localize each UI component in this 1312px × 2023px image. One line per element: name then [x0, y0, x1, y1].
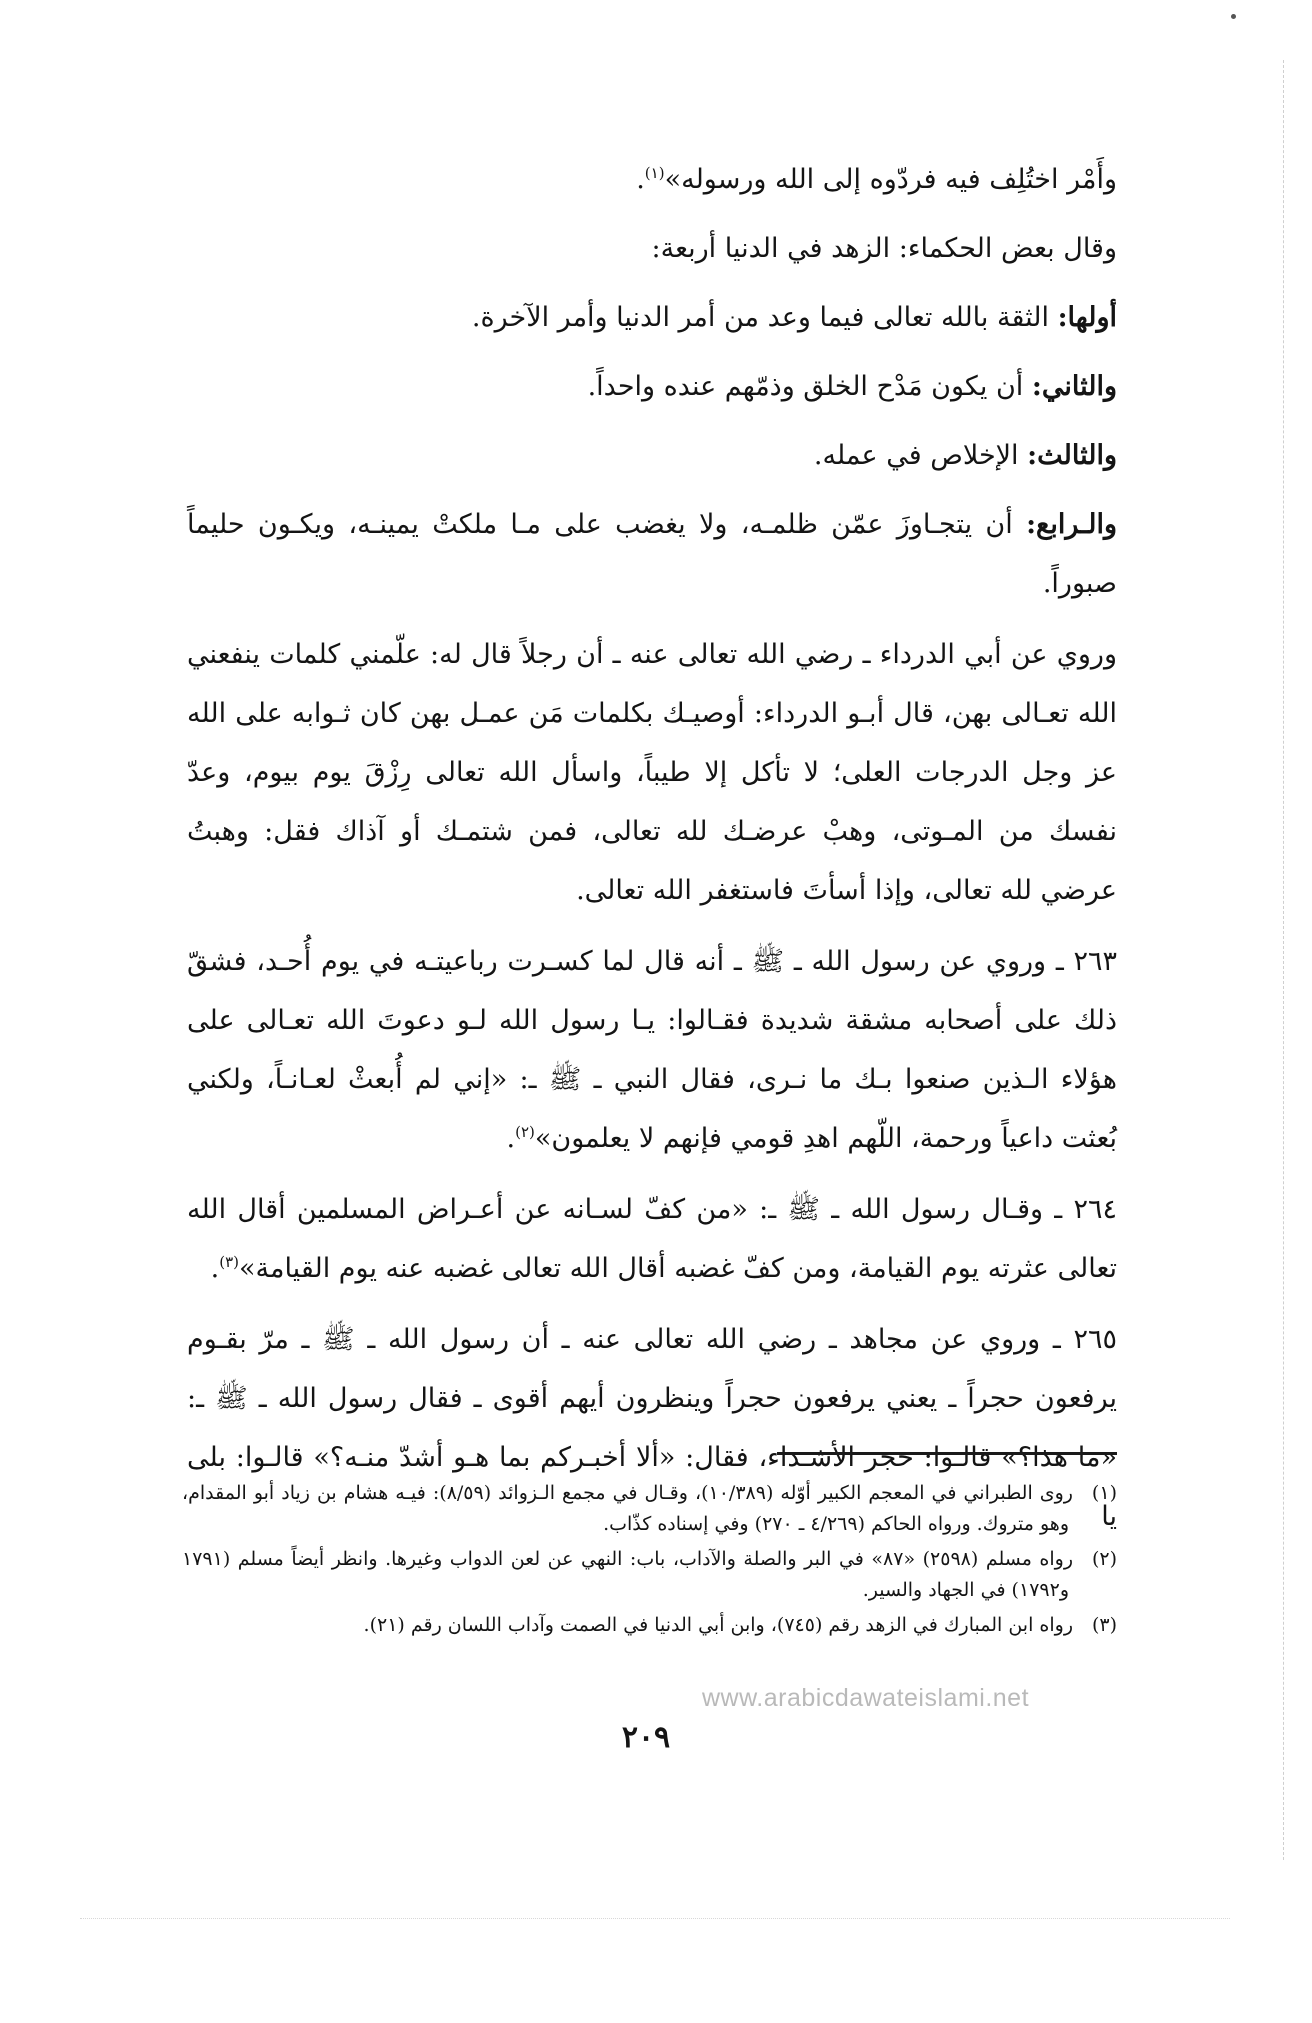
scan-bottom-edge [80, 1918, 1230, 1919]
footnote-ref-3: (٣) [219, 1253, 239, 1271]
paragraph-2: وقال بعض الحكماء: الزهد في الدنيا أربعة: [651, 233, 1117, 264]
footnotes [182, 1478, 1117, 1645]
main-text [187, 150, 1117, 1556]
page-number: ٢٠٩ [621, 1720, 671, 1755]
footnote-1 [182, 1478, 1117, 1540]
paragraph-9-hadith-264: ٢٦٤ ـ وقـال رسول الله ـ ﷺ ـ: «من كفّ لسـانه عن أعـراض المسلمين أقال الله تعالى عثرته يوم القيامة، ومن كفّ غضبه أقال الله تعالى غضبه عنه يوم القيامة»$^{(٣)}$. [187, 1194, 1117, 1284]
paragraph-5: والثالث: الإخلاص في عمله. [813, 440, 1117, 471]
paragraph-3-lead: أولها: [1057, 302, 1117, 333]
footnote-number: (٣) [1091, 1614, 1117, 1636]
footnote-3 [182, 1610, 1117, 1641]
footnote-2 [182, 1544, 1117, 1606]
footnote-text: رواه مسلم (٢٥٩٨) «٨٧» في البر والصلة والآداب، باب: النهي عن لعن الدواب وغيرها. وانظر أيضاً مسلم (١٧٩١ و١٧٩٢) في الجهاد والسير. [182, 1548, 1074, 1601]
footnote-ref-1: (١) [644, 164, 665, 182]
paragraph-6: والـرابع: أن يتجـاوزَ عمّن ظلمـه، ولا يغضب على مـا ملكتْ يمينـه، ويكـون حليماً صبوراً. [187, 509, 1117, 599]
footnote-number: (١) [1091, 1482, 1117, 1504]
footnote-text: رواه ابن المبارك في الزهد رقم (٧٤٥)، وابن أبي الدنيا في الصمت وآداب اللسان رقم (٢١). [363, 1614, 1073, 1636]
paragraph-3: أولها: الثقة بالله تعالى فيما وعد من أمر الدنيا وأمر الآخرة. [471, 302, 1117, 333]
paragraph-1: وأَمْر اختُلِف فيه فردّوه إلى الله ورسوله»$^{(١)}$. [636, 164, 1117, 195]
paragraph-4-lead: والثاني: [1031, 371, 1117, 402]
scan-edge-line [1283, 60, 1284, 1860]
paragraph-5-lead: والثالث: [1027, 440, 1117, 471]
footnote-text: روى الطبراني في المعجم الكبير أوّله (١٠/٣٨٩)، وقـال في مجمع الـزوائد (٨/٥٩): فيـه هشام بن زياد أبو المقدام، وهو متروك. ورواه الحاكم (٤/٢٦٩ ـ ٢٧٠) وفي إسناده كذّاب. [182, 1482, 1073, 1535]
footnote-separator [777, 1452, 1117, 1455]
footnote-number: (٢) [1091, 1548, 1118, 1570]
scan-speck [1231, 14, 1236, 19]
paragraph-6-lead: والـرابع: [1026, 509, 1117, 540]
paragraph-7: وروي عن أبي الدرداء ـ رضي الله تعالى عنه ـ أن رجلاً قال له: علّمني كلمات ينفعني الله تعـالى بهن، قال أبـو الدرداء: أوصيـك بكلمات مَن عمـل بهن كان ثـوابه على الله عز وجل الدرجات العلى؛ لا تأكل إلا طيباً، واسأل الله تعالى رِزْقَ يوم بيوم، وعدّ نفسك من المـوتى، وهبْ عرضـك لله تعالى، فمن شتمـك أو آذاك فقل: وهبتُ عرضي لله تعالى، وإذا أسأتَ فاستغفر الله تعالى. [187, 639, 1117, 906]
paragraph-4: والثاني: أن يكون مَدْح الخلق وذمّهم عنده واحداً. [587, 371, 1117, 402]
watermark-url: www.arabicdawateislami.net [702, 1684, 1030, 1712]
paragraph-8-hadith-263: ٢٦٣ ـ وروي عن رسول الله ـ ﷺ ـ أنه قال لما كسـرت رباعيتـه في يوم أُحـد، فشقّ ذلك على أصحابه مشقة شديدة فقـالوا: يـا رسول الله لـو دعوتَ الله تعـالى على هؤلاء الـذين صنعوا بـك ما نـرى، فقال النبي ـ ﷺ ـ: «إني لم أُبعثْ لعـانـاً، ولكني بُعثت داعياً ورحمة، اللّهم اهدِ قومي فإنهم لا يعلمون»$^{(٢)}$. [187, 946, 1117, 1154]
paragraph-10-hadith-265: ٢٦٥ ـ وروي عن مجاهد ـ رضي الله تعالى عنه ـ أن رسول الله ـ ﷺ ـ مرّ بقـوم يرفعون حجراً ـ يعني يرفعون حجراً وينظرون أيهم أقوى ـ فقال رسول الله ـ ﷺ ـ: «ما هذا؟» قالـوا: حجر الأشـداء، فقال: «ألا أخبـركم بما هـو أشدّ منـه؟» قالـوا: بلى يا [187, 1324, 1117, 1532]
footnote-ref-2: (٢) [515, 1123, 535, 1141]
